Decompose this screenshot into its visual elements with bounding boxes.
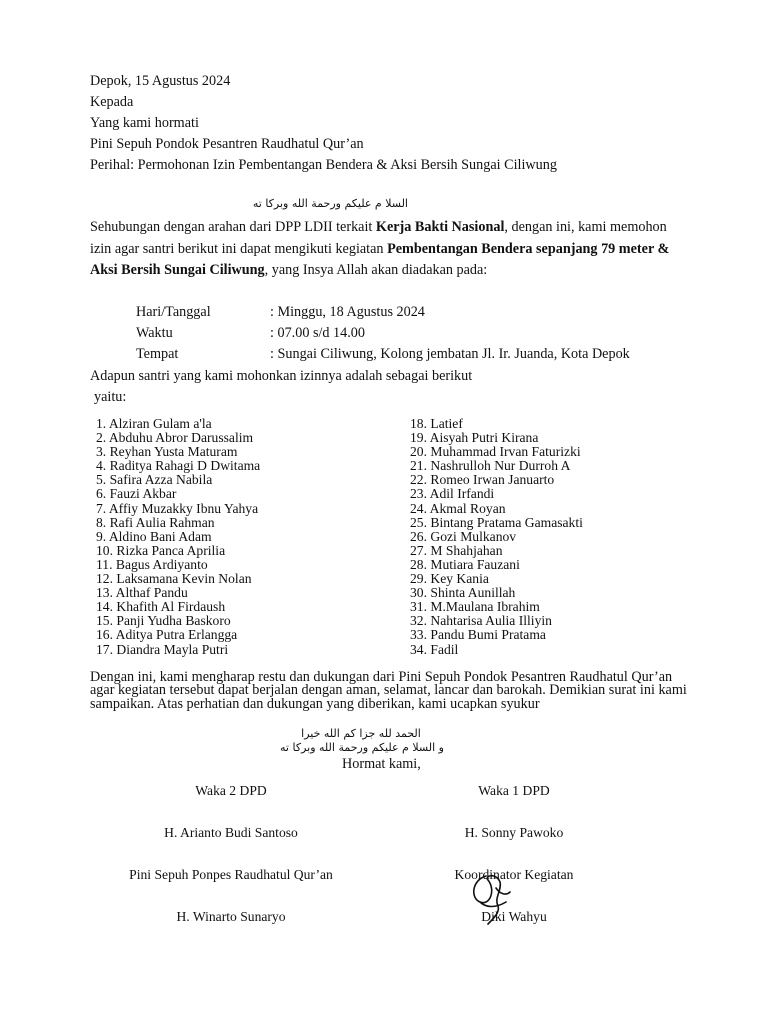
detail-value-time: : 07.00 s/d 14.00 (270, 325, 365, 341)
list-item: 7. Affiy Muzakky Ibnu Yahya (96, 500, 259, 516)
handwritten-signature (466, 868, 514, 928)
place-date: Depok, 15 Agustus 2024 (90, 73, 231, 89)
list-intro: Adapun santri yang kami mohonkan izinnya adalah sebagai berikut (90, 368, 473, 384)
list-item: 12. Laksamana Kevin Nolan (96, 571, 252, 587)
list-item: 34. Fadil (410, 641, 459, 657)
list-item: 32. Nahtarisa Aulia Illiyin (410, 613, 552, 629)
list-item: 1. Alziran Gulam a'la (96, 416, 212, 431)
list-item: 15. Panji Yudha Baskoro (96, 613, 231, 629)
recipient: Pini Sepuh Pondok Pesantren Raudhatul Qur’an (90, 136, 364, 152)
list-item: 26. Gozi Mulkanov (410, 528, 517, 544)
list-item: 11. Bagus Ardiyanto (96, 556, 208, 572)
list-item: 9. Aldino Bani Adam (96, 528, 212, 544)
list-item: 29. Key Kania (410, 571, 489, 587)
list-item: 10. Rizka Panca Aprilia (96, 542, 226, 558)
detail-value-date: : Minggu, 18 Agustus 2024 (270, 304, 425, 320)
closing-paragraph: Dengan ini, kami mengharap restu dan dukungan dari Pini Sepuh Pondok Pesantren Raudhatul Qur’an agar kegiatan tersebut dapat berjalan dengan aman, selamat, lancar dan barokah. Demikian surat ini kami sampaikan. Atas perhatian dan dukungan yang diberikan, kami ucapkan syukur (90, 669, 687, 712)
list-item: 6. Fauzi Akbar (96, 486, 177, 502)
list-item: 33. Pandu Bumi Pratama (410, 627, 546, 643)
list-item: 8. Rafi Aulia Rahman (96, 514, 215, 530)
list-item: 16. Aditya Putra Erlangga (96, 627, 238, 643)
signatory-name-pini-sepuh: H. Winarto Sunaryo (176, 909, 286, 924)
list-item: 30. Shinta Aunillah (410, 585, 516, 601)
list-item: 25. Bintang Pratama Gamasakti (410, 514, 583, 530)
list-item: 3. Reyhan Yusta Maturam (96, 444, 238, 460)
detail-label-date: Hari/Tanggal (136, 304, 211, 320)
list-item: 23. Adil Irfandi (410, 486, 495, 502)
opening-paragraph: Sehubungan dengan arahan dari DPP LDII terkait Kerja Bakti Nasional, dengan ini, kami memohon izin agar santri berikut ini dapat mengikuti kegiatan Pembentangan Bendera sepanjang 79 meter & Aksi Bersih Sungai Ciliwung, yang Insya Allah akan diadakan pada: (90, 219, 670, 278)
signatory-title-koordinator: Koordinator Kegiatan (454, 867, 574, 882)
list-intro-yaitu: yaitu: (94, 389, 127, 405)
detail-value-place: : Sungai Ciliwung, Kolong jembatan Jl. Ir. Juanda, Kota Depok (270, 346, 630, 362)
santri-list-left (96, 417, 260, 657)
detail-label-time: Waktu (136, 325, 173, 341)
addressee-to: Kepada (90, 94, 134, 110)
signatory-title-pini-sepuh: Pini Sepuh Ponpes Raudhatul Qur’an (129, 867, 333, 882)
signatory-name-koordinator: Diki Wahyu (481, 909, 547, 924)
signatory-title-waka2: Waka 2 DPD (195, 783, 267, 798)
honorific: Yang kami hormati (90, 115, 199, 131)
signatory-name-waka1: H. Sonny Pawoko (464, 825, 564, 840)
arabic-greeting: السلا م عليكم ورحمة الله وبركا ته (252, 197, 408, 210)
list-item: 4. Raditya Rahagi D Dwitama (96, 458, 261, 474)
detail-label-place: Tempat (136, 346, 179, 362)
santri-list-right (410, 417, 583, 657)
arabic-closing-1: الحمد لله جزا كم الله خيرا (301, 727, 421, 740)
list-item: 24. Akmal Royan (410, 500, 506, 516)
list-item: 28. Mutiara Fauzani (410, 556, 520, 572)
list-item: 27. M Shahjahan (410, 542, 503, 558)
highlight-activity: Pembentangan Bendera sepanjang 79 meter & Aksi Bersih Sungai Ciliwung (90, 240, 670, 278)
list-item: 22. Romeo Irwan Januarto (410, 472, 555, 488)
list-item: 2. Abduhu Abror Darussalim (96, 430, 254, 446)
signatory-title-waka1: Waka 1 DPD (478, 783, 550, 798)
regards-text: Hormat kami, (342, 756, 421, 772)
list-item: 13. Althaf Pandu (96, 585, 188, 601)
list-item: 20. Muhammad Irvan Faturizki (410, 444, 581, 460)
signatory-name-waka2: H. Arianto Budi Santoso (164, 825, 298, 840)
arabic-closing-2: و السلا م عليكم ورحمة الله وبركا ته (280, 741, 444, 754)
list-item: 14. Khafith Al Firdaush (96, 599, 226, 615)
list-item: 17. Diandra Mayla Putri (96, 641, 229, 657)
list-item: 18. Latief (410, 416, 463, 431)
subject-line: Perihal: Permohonan Izin Pembentangan Bendera & Aksi Bersih Sungai Ciliwung (90, 157, 557, 173)
highlight-kerja-bakti: Kerja Bakti Nasional (375, 219, 505, 235)
list-item: 5. Safira Azza Nabila (96, 472, 213, 488)
list-item: 31. M.Maulana Ibrahim (410, 599, 540, 615)
list-item: 19. Aisyah Putri Kirana (410, 430, 539, 446)
list-item: 21. Nashrulloh Nur Durroh A (410, 458, 571, 474)
